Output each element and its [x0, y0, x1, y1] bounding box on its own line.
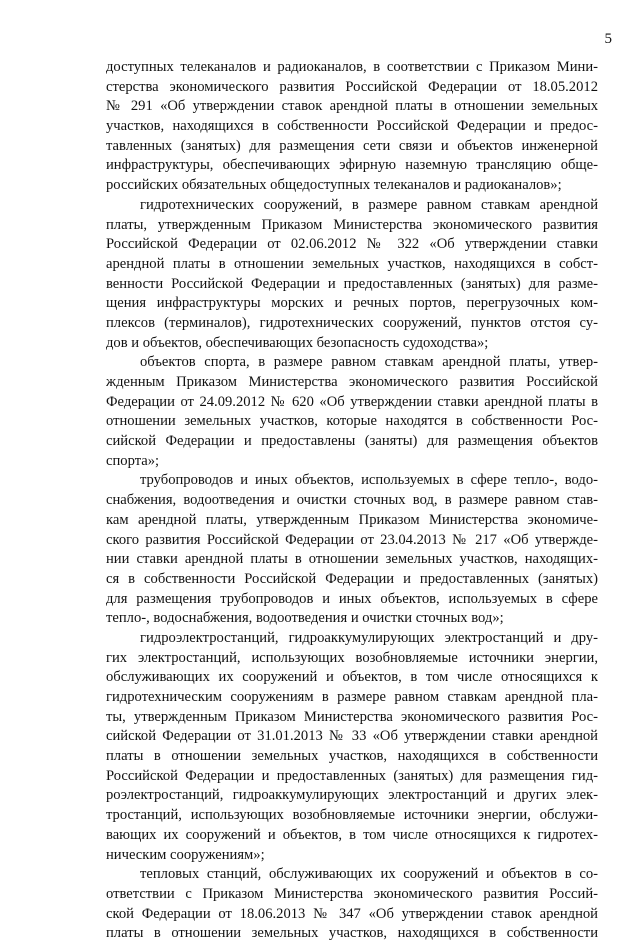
text-line: тростанций, использующих возобновляемые источники энергии, обслужи-: [106, 807, 598, 824]
text-line: вающих их сооружений и объектов, в том числе относящихся к гидротех-: [106, 826, 598, 843]
text-line: отношении земельных участков, которые находятся в собственности Рос-: [106, 413, 598, 430]
paragraph-first-line: тепловых станций, обслуживающих их сооружений и объектов в со-: [140, 866, 598, 883]
text-line: кам арендной платы, утвержденным Приказом Министерства экономиче-: [106, 511, 598, 528]
text-line: платы в отношении земельных участков, находящихся в собственности: [106, 925, 598, 942]
text-line: сийской Федерации от 31.01.2013 № 33 «Об утверждении ставки арендной: [106, 728, 598, 745]
text-line: сийской Федерации и предоставлены (заняты) для размещения объектов: [106, 433, 598, 450]
page-number: 5: [604, 31, 612, 47]
paragraph-first-line: трубопроводов и иных объектов, используемых в сфере тепло-, водо-: [140, 472, 598, 489]
text-line: № 291 «Об утверждении ставок арендной платы в отношении земельных: [106, 98, 598, 115]
text-line: ответствии с Приказом Министерства экономического развития Россий-: [106, 885, 598, 902]
text-line: для размещения трубопроводов и иных объектов, используемых в сфере: [106, 590, 598, 607]
text-line: ническим сооружениям»;: [106, 846, 265, 863]
text-line: обслуживающих их сооружений и объектов, в том числе относящихся к: [106, 669, 598, 686]
text-line: ской Федерации от 18.06.2013 № 347 «Об утверждении ставок арендной: [106, 905, 598, 922]
text-line: российских обязательных общедоступных телеканалов и радиоканалов»;: [106, 177, 562, 194]
text-line: арендной платы в отношении земельных участков, находящихся в собст-: [106, 255, 598, 272]
text-line: участков, находящихся в собственности Российской Федерации и предос-: [106, 118, 598, 135]
text-line: гих электростанций, использующих возобновляемые источники энергии,: [106, 649, 598, 666]
text-line: ты, утвержденным Приказом Министерства экономического развития Рос-: [106, 708, 598, 725]
text-line: роэлектростанций, гидроаккумулирующих электростанций и других элек-: [106, 787, 598, 804]
paragraph-first-line: гидротехнических сооружений, в размере равном ставкам арендной: [140, 196, 598, 213]
document-body: [106, 58, 598, 944]
text-line: ского развития Российской Федерации от 23.04.2013 № 217 «Об утвержде-: [106, 531, 598, 548]
text-line: инфраструктуры, обеспечивающих эфирную наземную трансляцию обще-: [106, 157, 598, 174]
text-line: дов и объектов, обеспечивающих безопасность судоходства»;: [106, 334, 489, 351]
text-line: снабжения, водоотведения и очистки сточных вод, в размере равном став-: [106, 492, 598, 509]
text-line: платы, утвержденным Приказом Министерства экономического развития: [106, 216, 598, 233]
paragraph-first-line: объектов спорта, в размере равном ставкам арендной платы, утвер-: [140, 354, 598, 371]
text-line: спорта»;: [106, 452, 160, 469]
text-line: Федерации от 24.09.2012 № 620 «Об утверждении ставки арендной платы в: [106, 393, 598, 410]
text-line: нии ставки арендной платы в отношении земельных участков, находящих-: [106, 551, 598, 568]
text-line: плексов (терминалов), гидротехнических сооружений, пунктов отстоя су-: [106, 314, 598, 331]
text-line: венности Российской Федерации и предоставленных (занятых) для разме-: [106, 275, 598, 292]
text-line: тепло-, водоснабжения, водоотведения и очистки сточных вод»;: [106, 610, 504, 627]
text-line: доступных телеканалов и радиоканалов, в соответствии с Приказом Мини-: [106, 59, 598, 75]
text-line: платы в отношении земельных участков, находящихся в собственности: [106, 748, 598, 765]
text-line: щения инфраструктуры морских и речных портов, перегрузочных ком-: [106, 295, 598, 312]
text-line: Российской Федерации от 02.06.2012 № 322 «Об утверждении ставки: [106, 236, 598, 253]
text-line: стерства экономического развития Российской Федерации от 18.05.2012: [106, 78, 598, 95]
text-line: тавленных (занятых) для размещения сети связи и объектов инженерной: [106, 137, 598, 154]
text-line: гидротехническим сооружениям в размере равном ставкам арендной пла-: [106, 689, 598, 705]
text-line: жденным Приказом Министерства экономического развития Российской: [106, 374, 598, 390]
text-line: Российской Федерации и предоставленных (занятых) для размещения гид-: [106, 767, 598, 784]
paragraph-first-line: гидроэлектростанций, гидроаккумулирующих электростанций и дру-: [140, 629, 598, 646]
text-line: ся в собственности Российской Федерации и предоставленных (занятых): [106, 570, 598, 587]
